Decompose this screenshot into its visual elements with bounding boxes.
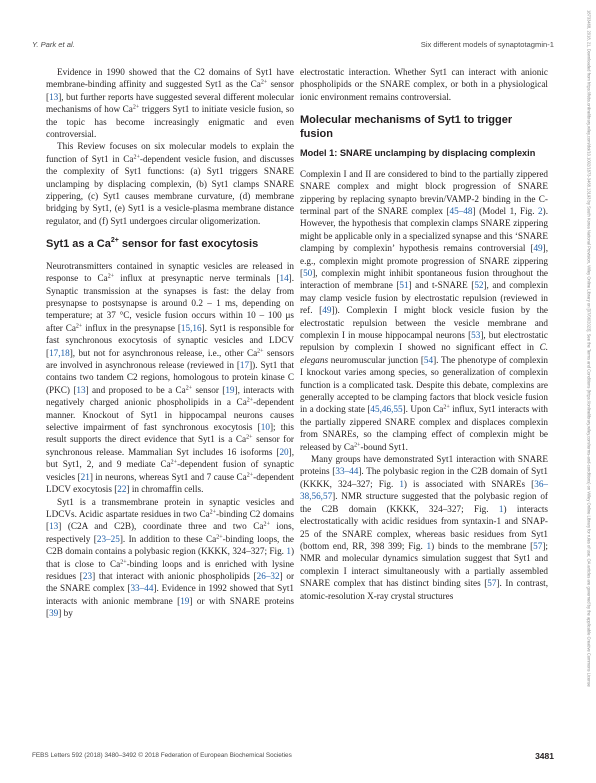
page-footer (32, 752, 554, 764)
section-heading: Molecular mechanisms of Syt1 to trigger fusion (300, 114, 513, 140)
running-head (32, 40, 554, 54)
paragraph: Neurotransmitters contained in synaptic vesicles are released in response to $Ca^{2+}$ influx at presynaptic nerve terminals [14]. Synaptic transmission at the synapses is fast: the delay from presynapse to postsynapse is around 0.2 – 1 ms, depending on temperature; at 37 °C, vesicle fusion occurs within 10 – 100 μs after $Ca^{2+}$ influx in the presynapse [15,16]. Syt1 is responsible for fast synchronous exocytosis of synaptic vesicles and LDCV [17,18], but not for asynchronous release, i.e., other $Ca^{2+}$ sensors are involved in asynchronous release (reviewed in [17]). Syt1 that contains two tandem C2 regions, homologous to protein kinase C (PKC) [13] and proposed to be a $Ca^{2+}$ sensor [19], interacts with negatively charged anionic phospholipids in a $Ca^{2+}$-dependent manner. Knockout of Syt1 in hippocampal neurons causes selective impairment of fast synchronous exocytosis [10]; this result supports the direct evidence that Syt1 is a $Ca^{2+}$ sensor for synchronous release. Mammalian Syt includes 16 isoforms [20], but Syt1, 2, and 9 mediate $Ca^{2+}$-dependent fusion of synaptic vesicles [21] in neurons, whereas Syt1 and 7 cause $Ca^{2+}$-dependent LDCV exocytosis [22] in chromaffin cells. (46, 260, 295, 495)
page-number: 3481 (535, 751, 554, 761)
left-column (46, 66, 294, 620)
download-notice-text: 18733468, 2018, 21, Downloaded from https://febs.onlinelibrary.wiley.com/doi/10.1002/1873-3468.13193 by South Korea National Provision, Wiley Online Library on [07/06/2023]. See the Terms and Conditions (https://onlinelibrary.wiley.com/terms-and-conditions) on Wiley Online Library for rules of use; OA articles are governed by the applicable Creative Commons License (586, 10, 592, 687)
paragraph: Complexin I and II are considered to bind to the partially zippered SNARE complex and might block progression of SNARE zippering by replacing synapto brevin/VAMP-2 binding in the C-terminal part of the SNARE complex [45–48] (Model 1, Fig. 2). However, the hypothesis that complexin clamps SNARE zippering might be applicable only in a specialized synapse and this ‘SNARE clamping by complexin’ hypothesis remains controversial [49], e.g., complexin might promote progression of SNARE zippering [50], complexin might inhibit spontaneous fusion throughout the interaction of membrane [51] and t-SNARE [52], and complexin may clamp vesicle fusion by electrostatic repulsion (reviewed in ref. [49]). Complexin I might block vesicle fusion by the electrostatic repulsion between the vesicle membrane and complexin I in mouse hippocampal neurons [53], but electrostatic repulsion by complexin I showed no significant effect in C. elegans neuromuscular junction [54]. The phenotype of complexin I knockout varies among species, so generalization of complexin function is a complicated task. Despite this debate, complexins are generally accepted to be clamping factors that block vesicle fusion in a docking state [45,46,55]. Upon $Ca^{2+}$ influx, Syt1 interacts with the partially zippered SNARE complex and displaces complexin from SNAREs, so the clamping effect of complexin might be released by $Ca^{2+}$-bound Syt1. (300, 168, 549, 452)
paragraph: Many groups have demonstrated Syt1 interaction with SNARE proteins [33–44]. The polybasic region in the C2B domain of Syt1 (KKKK, 324–327; Fig. 1) is associated with SNAREs [36–38,56,57]. NMR structure suggested that the polybasic region of the C2B domain (KKKK, 324–327; Fig. 1) interacts electrostatically with acidic residues from syntaxin-1 and SNAP-25 of the SNARE complex, whereas basic residues from Syt1 (bottom end, RR, 398 399; Fig. 1) binds to the membrane [57]; NMR and molecular dynamics simulation suggest that Syt1 and complexin I interact simultaneously with a partially assembled SNARE complex that has distinct binding sites [57]. In contrast, atomic-resolution X-ray crystal structures (300, 454, 548, 601)
running-head-authors: Y. Park et al. (32, 40, 75, 49)
journal-citation: FEBS Letters 592 (2018) 3480–3492 © 2018 Federation of European Biochemical Societies (32, 752, 292, 759)
subsection-heading: Model 1: SNARE unclamping by displacing complexin (300, 148, 536, 159)
paragraph: Evidence in 1990 showed that the C2 domains of Syt1 have membrane-binding affinity and suggested Syt1 as the $Ca^{2+}$ sensor [13], but further reports have suggested several different molecular mechanisms of how $Ca^{2+}$ triggers Syt1 to initiate vesicle fusion, so the topic has become increasingly enigmatic and even controversial. (46, 67, 294, 140)
right-column (300, 66, 548, 602)
running-head-title: Six different models of synaptotagmin-1 (420, 40, 554, 49)
paragraph: electrostatic interaction. Whether Syt1 can interact with anionic phospholipids or the SNARE complex, or both in a physiological ionic environment remains controversial. (300, 67, 548, 102)
paragraph: This Review focuses on six molecular models to explain the function of Syt1 in $Ca^{2+}$-dependent vesicle fusion, and discusses the complexity of Syt1 functions: (a) Syt1 triggers SNARE unclamping by displacing complexin, (b) Syt1 clamps SNARE zippering, (c) Syt1 causes membrane curvature, (d) membrane bridging by Syt1, (e) Syt1 is a vesicle-plasma membrane distance regulator, and (f) Syt1 undergoes circular oligomerization. (46, 141, 294, 226)
paragraph: Syt1 is a transmembrane protein in synaptic vesicles and LDCVs. Acidic aspartate residues in two $Ca^{2+}$-binding C2 domains [13] (C2A and C2B), coordinate three and two $Ca^{2+}$ ions, respectively [23–25]. In addition to these $Ca^{2+}$-binding loops, the C2B domain contains a polybasic region (KKKK, 324–327; Fig. 1) that is close to $Ca^{2+}$-binding loops and is enriched with lysine residues [23] that interact with anionic phospholipids [26–32] or the SNARE complex [33–44]. Evidence in 1992 showed that Syt1 interacts with anionic membrane [19] or with SNARE proteins [39] by (46, 496, 295, 619)
section-heading: Syt1 as a $Ca^{2+}$ sensor for fast exocytosis (46, 237, 259, 251)
download-notice (585, 10, 593, 780)
